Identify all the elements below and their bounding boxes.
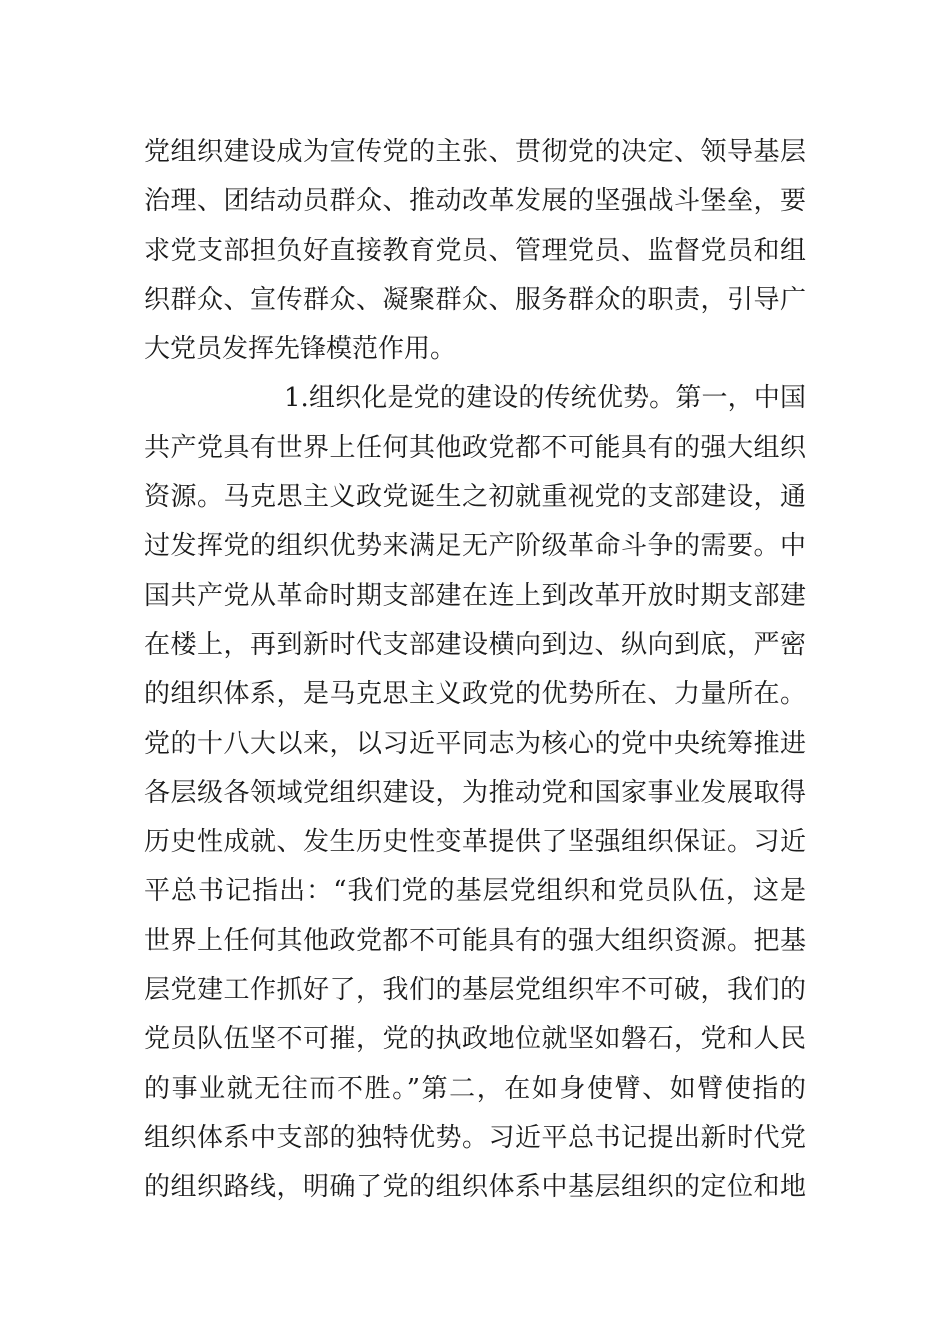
text-line: 党员队伍坚不可摧，党的执政地位就坚如磐石，党和人民 [144,1024,806,1055]
paragraph-2 [144,374,806,1212]
text-line: 治理、团结动员群众、推动改革发展的坚强战斗堡垒，要 [144,186,806,217]
text-line: 党的十八大以来，以习近平同志为核心的党中央统筹推进 [144,728,806,759]
text-line: 1.组织化是党的建设的传统优势。第一，中国 [284,383,806,414]
text-line: 各层级各领域党组织建设，为推动党和国家事业发展取得 [144,777,806,808]
text-line: 资源。马克思主义政党诞生之初就重视党的支部建设，通 [144,482,806,513]
text-line: 层党建工作抓好了，我们的基层党组织牢不可破，我们的 [144,975,806,1006]
paragraph-1 [144,128,806,374]
text-line: 党组织建设成为宣传党的主张、贯彻党的决定、领导基层 [144,137,806,167]
text-line: 平总书记指出：“我们党的基层党组织和党员队伍，这是 [144,876,806,907]
text-line: 织群众、宣传群众、凝聚群众、服务群众的职责，引导广 [144,284,806,315]
text-line: 大党员发挥先锋模范作用。 [144,334,457,365]
text-line: 求党支部担负好直接教育党员、管理党员、监督党员和组 [144,235,806,266]
text-line: 共产党具有世界上任何其他政党都不可能具有的强大组织 [144,432,806,463]
text-line: 的组织路线，明确了党的组织体系中基层组织的定位和地 [144,1172,806,1203]
text-line: 过发挥党的组织优势来满足无产阶级革命斗争的需要。中 [144,531,806,562]
text-line: 世界上任何其他政党都不可能具有的强大组织资源。把基 [144,925,806,956]
text-line: 在楼上，再到新时代支部建设横向到边、纵向到底，严密 [144,629,806,660]
document-body [144,128,806,1213]
text-line: 国共产党从革命时期支部建在连上到改革开放时期支部建 [144,580,806,611]
text-line: 历史性成就、发生历史性变革提供了坚强组织保证。习近 [144,827,806,858]
text-line: 组织体系中支部的独特优势。习近平总书记提出新时代党 [144,1122,806,1153]
text-line: 的组织体系，是马克思主义政党的优势所在、力量所在。 [144,679,806,710]
text-line: 的事业就无往而不胜。”第二，在如身使臂、如臂使指的 [144,1073,806,1104]
